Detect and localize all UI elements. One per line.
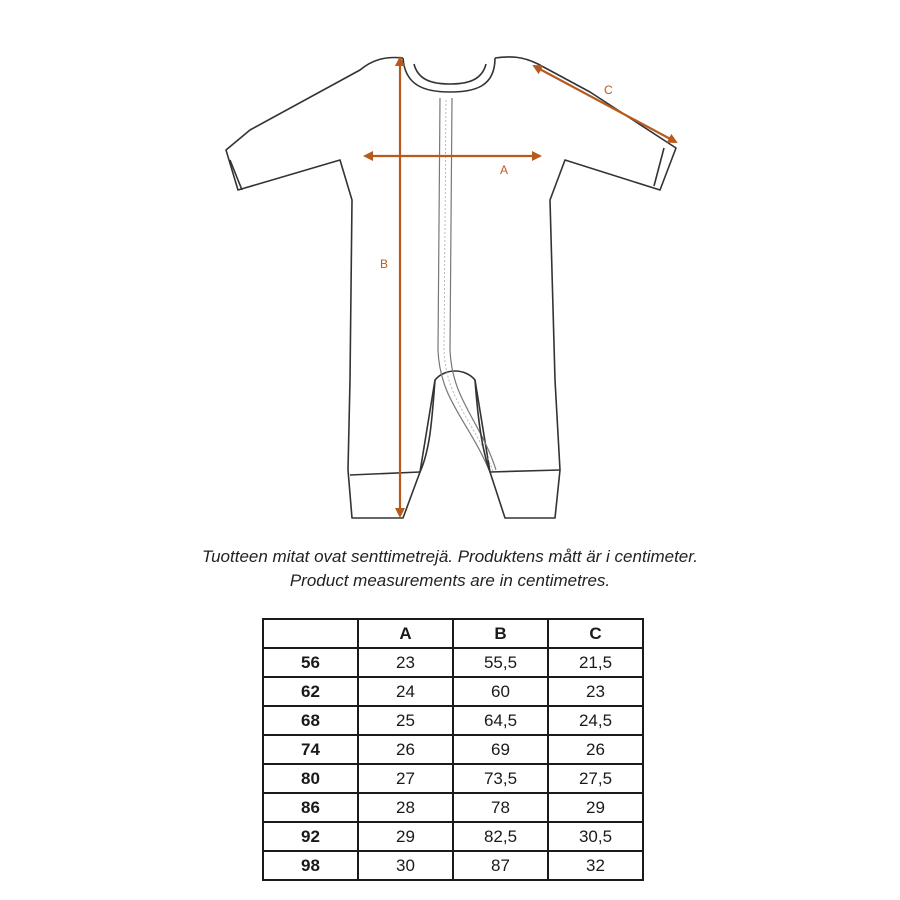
value-a-cell: 27: [358, 764, 453, 793]
dimension-a-label: A: [500, 163, 509, 177]
value-b-cell: 60: [453, 677, 548, 706]
table-header-row: [263, 619, 643, 648]
value-c-cell: 29: [548, 793, 643, 822]
dimension-c-label: C: [604, 83, 613, 97]
caption-line-1: Tuotteen mitat ovat senttimetrejä. Produktens mått är i centimeter.: [201, 547, 699, 566]
size-cell: 92: [263, 822, 358, 851]
table-row: [263, 764, 643, 793]
value-b-cell: 78: [453, 793, 548, 822]
value-c-cell: 23: [548, 677, 643, 706]
value-c-cell: 21,5: [548, 648, 643, 677]
size-cell: 56: [263, 648, 358, 677]
value-b-cell: 87: [453, 851, 548, 880]
value-a-cell: 28: [358, 793, 453, 822]
table-row: [263, 706, 643, 735]
size-cell: 98: [263, 851, 358, 880]
value-b-cell: 73,5: [453, 764, 548, 793]
value-b-cell: 82,5: [453, 822, 548, 851]
value-a-cell: 25: [358, 706, 453, 735]
value-c-cell: 30,5: [548, 822, 643, 851]
size-cell: 86: [263, 793, 358, 822]
size-cell: 74: [263, 735, 358, 764]
value-a-cell: 29: [358, 822, 453, 851]
size-measurement-table: [262, 618, 644, 881]
value-c-cell: 27,5: [548, 764, 643, 793]
value-b-cell: 55,5: [453, 648, 548, 677]
value-c-cell: 26: [548, 735, 643, 764]
size-cell: 62: [263, 677, 358, 706]
value-b-cell: 64,5: [453, 706, 548, 735]
header-a: A: [358, 619, 453, 648]
table-row: [263, 822, 643, 851]
value-a-cell: 23: [358, 648, 453, 677]
table-row: [263, 851, 643, 880]
value-b-cell: 69: [453, 735, 548, 764]
table-row: [263, 793, 643, 822]
value-a-cell: 26: [358, 735, 453, 764]
dimension-b-label: B: [380, 257, 389, 271]
header-c: C: [548, 619, 643, 648]
table-row: [263, 648, 643, 677]
table-row: [263, 677, 643, 706]
header-b: B: [453, 619, 548, 648]
value-a-cell: 24: [358, 677, 453, 706]
value-a-cell: 30: [358, 851, 453, 880]
romper-outline: [226, 57, 676, 518]
header-size: [263, 619, 358, 648]
value-c-cell: 24,5: [548, 706, 643, 735]
table-row: [263, 735, 643, 764]
caption-line-2: Product measurements are in centimetres.: [289, 571, 611, 590]
size-cell: 68: [263, 706, 358, 735]
dimension-c-arrow: [534, 66, 676, 142]
size-cell: 80: [263, 764, 358, 793]
value-c-cell: 32: [548, 851, 643, 880]
